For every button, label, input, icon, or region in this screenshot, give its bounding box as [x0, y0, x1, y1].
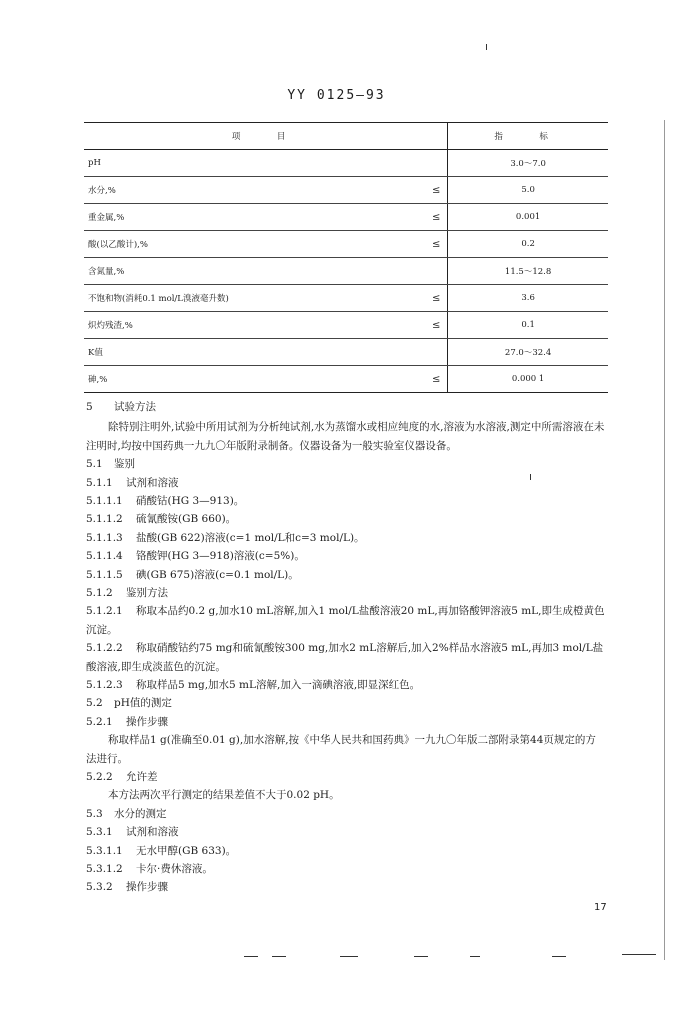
table-cell-operator: [425, 339, 448, 366]
subsection-heading: [86, 878, 606, 896]
section-title: 鉴别: [114, 458, 135, 471]
clause: [86, 566, 606, 584]
section-number: 5: [86, 401, 93, 413]
clause-text: 铬酸钾(HG 3—918)溶液(c=5%)。: [136, 550, 305, 563]
test-methods-section: [86, 398, 606, 897]
scan-mark: [552, 956, 566, 957]
table-row: [84, 231, 608, 258]
clause-number: 5.1.1.2: [86, 513, 123, 526]
table-cell-item: pH: [84, 150, 425, 177]
table-cell-operator: ≤: [425, 231, 448, 258]
clause-text: 称取硝酸钴约75 mg和硫氰酸铵300 mg,加水2 mL溶解后,加入2%样品水溶液5 mL,再加3 mol/L盐酸溶液,即生成淡蓝色的沉淀。: [86, 642, 604, 673]
section-number: 5.1.1: [86, 476, 113, 489]
clause: [86, 639, 606, 676]
clause-number: 5.1.1.3: [86, 531, 123, 544]
table-cell-value: 0.1: [448, 312, 608, 339]
section-title: 试验方法: [114, 401, 156, 413]
scan-mark: [470, 956, 480, 957]
page-number: 17: [594, 902, 607, 913]
section-number: 5.1: [86, 458, 103, 471]
table-row: [84, 150, 608, 177]
clause-paragraph: 本方法两次平行测定的结果差值不大于0.02 pH。: [108, 789, 340, 802]
table-cell-operator: ≤: [425, 177, 448, 204]
clause-text: 卡尔·费休溶液。: [136, 862, 213, 875]
scan-mark: [486, 44, 487, 50]
scan-mark: [622, 954, 656, 955]
clause-text: 盐酸(GB 622)溶液(c=1 mol/L和c=3 mol/L)。: [136, 531, 365, 544]
section-number: 5.2: [86, 697, 103, 710]
table-cell-item: 砷,%: [84, 366, 425, 393]
table-header-row: [84, 123, 608, 150]
section-paragraph: 除特别注明外,试验中所用试剂为分析纯试剂,水为蒸馏水或相应纯度的水,溶液为水溶液,测定中所需溶液在未注明时,均按中国药典一九九〇年版附录制备。仪器设备为一般实验室仪器设备。: [86, 421, 605, 452]
clause-number: 5.1.2.2: [86, 642, 123, 655]
section-title: 水分的测定: [114, 807, 167, 820]
section-number: 5.3: [86, 807, 103, 820]
scan-mark: [414, 956, 428, 957]
section-number: 5.2.2: [86, 770, 113, 783]
table-cell-value: 0.000 1: [448, 366, 608, 393]
section-title: 试剂和溶液: [126, 476, 179, 489]
section-title: 允许差: [126, 770, 158, 783]
table-cell-value: 0.2: [448, 231, 608, 258]
clause-text: 碘(GB 675)溶液(c=0.1 mol/L)。: [136, 568, 299, 581]
table-cell-value: 27.0～32.4: [448, 339, 608, 366]
table-cell-operator: [425, 150, 448, 177]
document-code-header: YY 0125—93: [287, 88, 386, 103]
clause: [86, 602, 606, 639]
clause-text: 硝酸钴(HG 3—913)。: [136, 494, 245, 507]
clause: [86, 510, 606, 528]
table-cell-item: 炽灼残渣,%: [84, 312, 425, 339]
section-number: 5.3.2: [86, 881, 113, 894]
clause-text: 称取样品5 mg,加水5 mL溶解,加入一滴碘溶液,即显深红色。: [136, 678, 421, 691]
clause-number: 5.1.1.4: [86, 550, 123, 563]
clause-text: 硫氰酸铵(GB 660)。: [136, 513, 237, 526]
scan-edge-line: [664, 120, 665, 960]
clause-number: 5.1.1.1: [86, 494, 123, 507]
table-cell-item: 酸(以乙酸计),%: [84, 231, 425, 258]
subsection-heading: [86, 694, 606, 712]
table-header-spec: 指 标: [448, 123, 608, 150]
scan-mark: [530, 474, 531, 480]
clause-number: 5.1.1.5: [86, 568, 123, 581]
clause-paragraph: 称取样品1 g(准确至0.01 g),加水溶解,按《中华人民共和国药典》一九九〇年版二部附录第44页规定的方法进行。: [86, 734, 596, 765]
subsection-heading: [86, 713, 606, 731]
clause: [86, 842, 606, 860]
clause: [86, 676, 606, 694]
table-cell-item: 含氮量,%: [84, 258, 425, 285]
table-cell-value: 3.0～7.0: [448, 150, 608, 177]
specification-table: [84, 122, 608, 393]
table-cell-value: 5.0: [448, 177, 608, 204]
table-row: [84, 258, 608, 285]
clause: [86, 492, 606, 510]
table-row: [84, 204, 608, 231]
clause-number: 5.3.1.1: [86, 844, 123, 857]
clause-number: 5.3.1.2: [86, 862, 123, 875]
scan-mark: [340, 956, 358, 957]
table-cell-operator: [425, 258, 448, 285]
clause: [86, 547, 606, 565]
section-number: 5.3.1: [86, 826, 113, 839]
table-row: [84, 339, 608, 366]
section-title: 操作步骤: [126, 715, 168, 728]
table-cell-value: 11.5～12.8: [448, 258, 608, 285]
table-header-item: 项 目: [84, 123, 448, 150]
table-cell-value: 3.6: [448, 285, 608, 312]
section-heading: [86, 398, 606, 416]
clause-number: 5.1.2.1: [86, 605, 123, 618]
subsection-heading: [86, 584, 606, 602]
section-number: 5.1.2: [86, 586, 113, 599]
section-title: 试剂和溶液: [126, 826, 179, 839]
table-cell-operator: ≤: [425, 285, 448, 312]
table-cell-operator: ≤: [425, 312, 448, 339]
subsection-heading: [86, 823, 606, 841]
subsection-heading: [86, 474, 606, 492]
table-cell-item: 重金属,%: [84, 204, 425, 231]
clause: [86, 860, 606, 878]
table-cell-item: 水分,%: [84, 177, 425, 204]
subsection-heading: [86, 455, 606, 473]
table-cell-item: K值: [84, 339, 425, 366]
scan-mark: [272, 956, 286, 957]
table-row: [84, 312, 608, 339]
table-row: [84, 366, 608, 393]
section-title: 操作步骤: [126, 881, 168, 894]
table-cell-operator: ≤: [425, 366, 448, 393]
section-title: pH值的测定: [114, 697, 172, 710]
table-row: [84, 285, 608, 312]
clause: [86, 529, 606, 547]
section-title: 鉴别方法: [126, 586, 168, 599]
subsection-heading: [86, 768, 606, 786]
table-cell-value: 0.001: [448, 204, 608, 231]
table-cell-operator: ≤: [425, 204, 448, 231]
section-number: 5.2.1: [86, 715, 113, 728]
clause-number: 5.1.2.3: [86, 678, 123, 691]
scan-mark: [244, 956, 258, 957]
table-cell-item: 不饱和物(消耗0.1 mol/L溴液毫升数): [84, 285, 425, 312]
table-row: [84, 177, 608, 204]
clause-text: 无水甲醇(GB 633)。: [136, 844, 237, 857]
subsection-heading: [86, 805, 606, 823]
clause-text: 称取本品约0.2 g,加水10 mL溶解,加入1 mol/L盐酸溶液20 mL,再加铬酸钾溶液5 mL,即生成橙黄色沉淀。: [86, 605, 605, 636]
